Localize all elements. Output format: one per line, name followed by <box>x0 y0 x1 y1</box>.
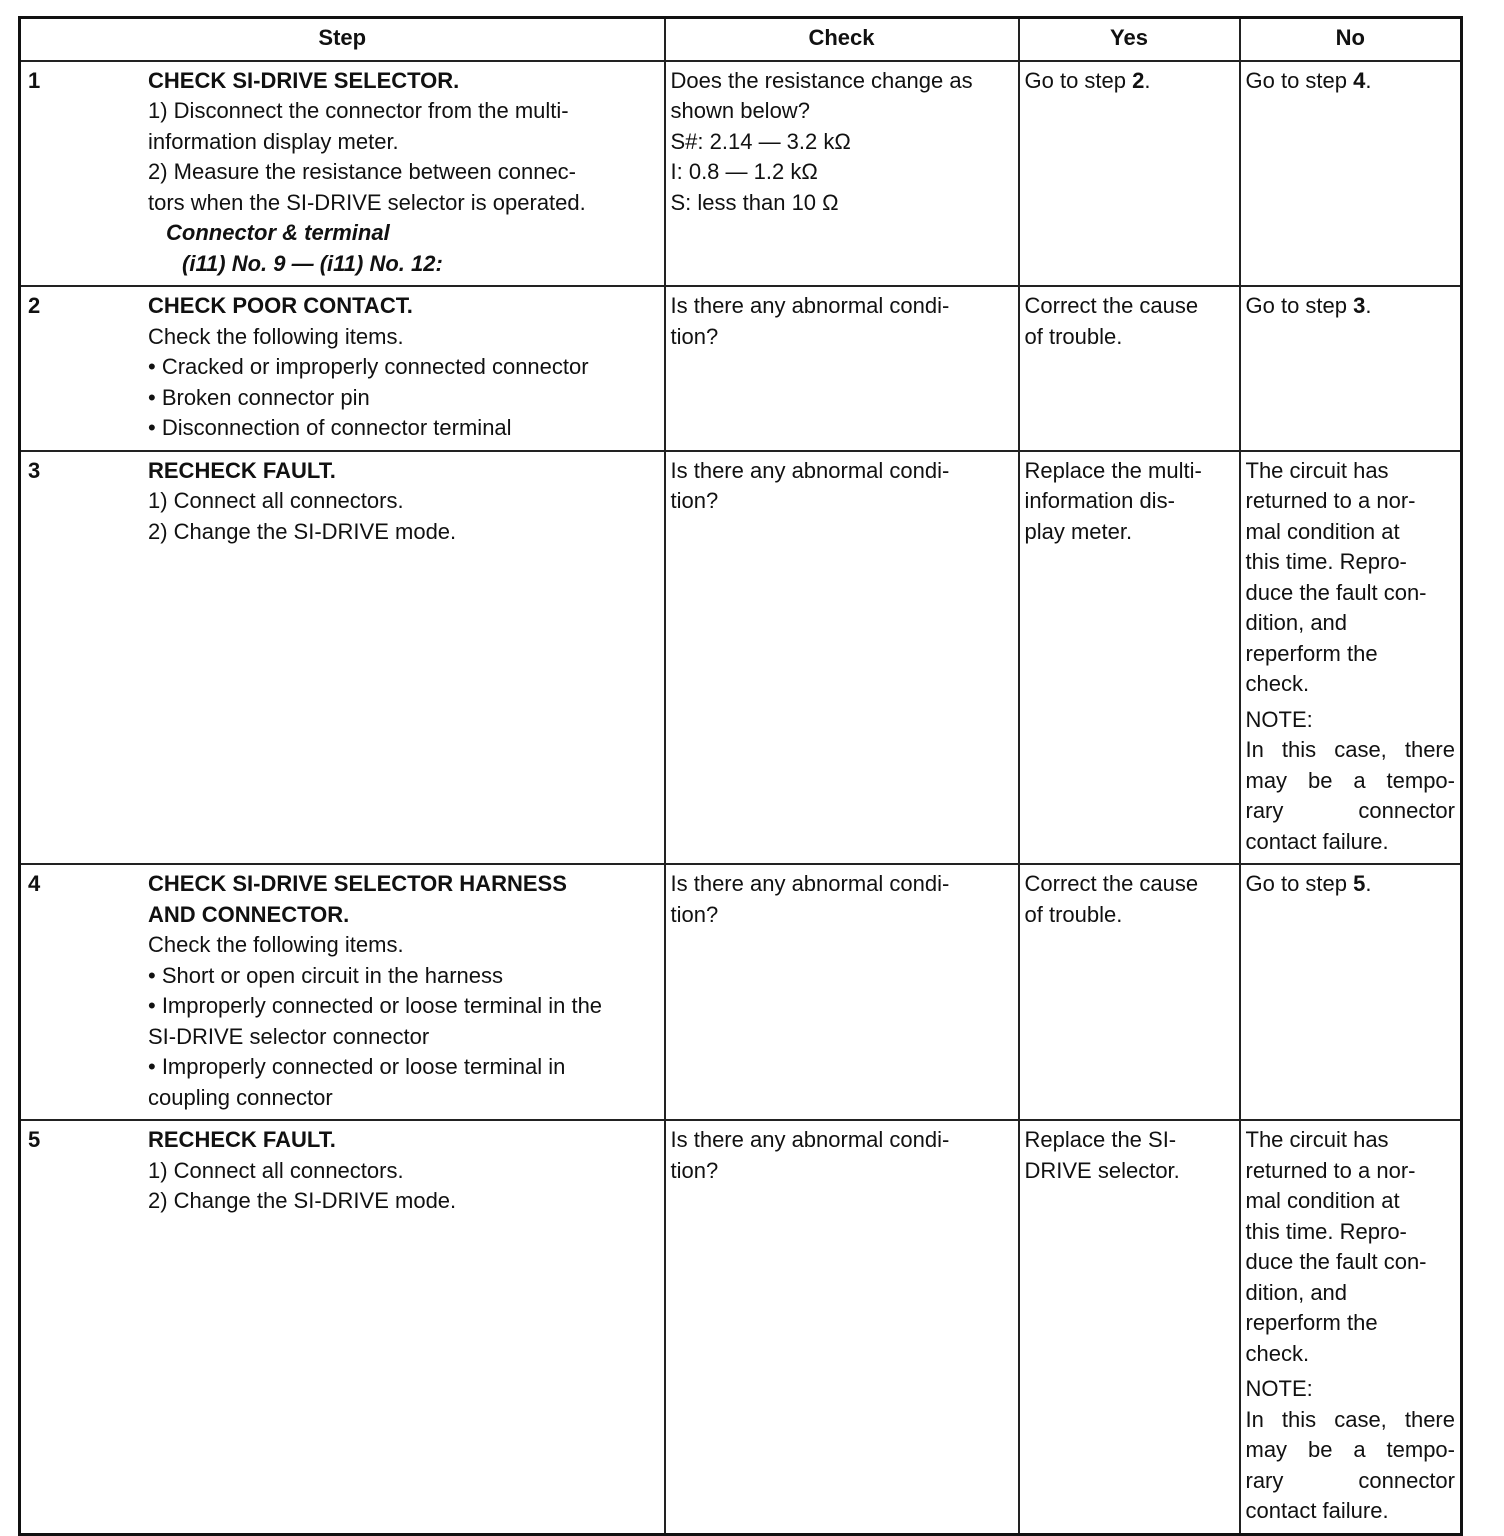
yes-line: of trouble. <box>1024 901 1123 927</box>
connector-label: Connector & terminal <box>166 220 390 245</box>
yes-line: Correct the cause <box>1024 871 1199 896</box>
yes-cell <box>1019 451 1240 865</box>
note-line: may be a tempo- <box>1245 767 1455 793</box>
check-line: Is there any abnormal condi- <box>670 457 950 483</box>
note-line: may be a tempo- <box>1245 1437 1455 1462</box>
yes-line: Replace the SI- <box>1024 1127 1177 1152</box>
step-number: 2 <box>28 293 41 318</box>
check-line: tion? <box>670 1157 719 1183</box>
step-cell <box>20 1120 665 1534</box>
yes-cell <box>1019 864 1240 1120</box>
check-line: I: 0.8 — 1.2 kΩ <box>670 159 818 184</box>
step-title: RECHECK FAULT. <box>148 1127 336 1152</box>
table-row <box>20 61 1462 287</box>
check-line: shown below? <box>670 98 810 123</box>
step-title: CHECK SI-DRIVE SELECTOR. <box>148 67 460 93</box>
no-cell <box>1240 1120 1462 1534</box>
step-line: • Cracked or improperly connected connector <box>148 354 589 379</box>
no-cell <box>1240 286 1462 451</box>
step-number: 4 <box>28 871 41 896</box>
no-text: Go to step <box>1245 871 1354 896</box>
check-cell <box>665 61 1019 287</box>
check-line: Is there any abnormal condi- <box>670 1127 950 1152</box>
no-text: Go to step <box>1245 293 1354 318</box>
note-line: contact failure. <box>1245 828 1389 854</box>
no-line: returned to a nor- <box>1245 488 1416 513</box>
no-line: The circuit has <box>1245 457 1389 483</box>
step-line: Check the following items. <box>148 932 404 957</box>
yes-line: DRIVE selector. <box>1024 1157 1180 1183</box>
step-line: 1) Connect all connectors. <box>148 488 404 513</box>
yes-line: Replace the multi- <box>1024 457 1202 483</box>
step-line: 2) Change the SI-DRIVE mode. <box>148 518 457 544</box>
yes-line: Correct the cause <box>1024 293 1199 318</box>
table-row <box>20 451 1462 865</box>
no-line: duce the fault con- <box>1245 579 1427 605</box>
step-line: • Improperly connected or loose terminal in <box>148 1054 566 1079</box>
step-line: 2) Measure the resistance between connec- <box>148 159 577 184</box>
yes-line: play meter. <box>1024 518 1133 544</box>
step-line: 1) Disconnect the connector from the multi- <box>148 98 569 123</box>
no-line: reperform the <box>1245 1310 1378 1335</box>
no-line: The circuit has <box>1245 1127 1389 1152</box>
no-line: dition, and <box>1245 1279 1348 1305</box>
connector-value: (i11) No. 9 — (i11) No. 12: <box>182 250 443 276</box>
check-cell <box>665 286 1019 451</box>
note-label: NOTE: <box>1245 1376 1313 1401</box>
step-line: • Short or open circuit in the harness <box>148 962 503 988</box>
table-row <box>20 864 1462 1120</box>
yes-line: of trouble. <box>1024 323 1123 349</box>
no-line: this time. Repro- <box>1245 549 1407 574</box>
no-step-ref: 4 <box>1353 67 1366 93</box>
note-label: NOTE: <box>1245 706 1313 732</box>
step-number: 1 <box>28 67 41 93</box>
no-text: Go to step <box>1245 67 1354 93</box>
check-cell <box>665 864 1019 1120</box>
no-line: this time. Repro- <box>1245 1218 1407 1244</box>
no-text-suffix: . <box>1365 67 1372 93</box>
check-cell <box>665 451 1019 865</box>
yes-line: information dis- <box>1024 488 1175 513</box>
step-title: CHECK SI-DRIVE SELECTOR HARNESS <box>148 871 567 896</box>
step-title: CHECK POOR CONTACT. <box>148 293 413 318</box>
no-line: reperform the <box>1245 640 1378 666</box>
no-line: dition, and <box>1245 610 1348 635</box>
note-line: contact failure. <box>1245 1498 1389 1523</box>
no-step-ref: 5 <box>1353 871 1366 896</box>
no-step-ref: 3 <box>1353 293 1366 318</box>
no-line: returned to a nor- <box>1245 1157 1416 1183</box>
note-line: rary connector <box>1245 1467 1455 1493</box>
yes-cell <box>1019 61 1240 287</box>
check-line: tion? <box>670 901 719 927</box>
check-line: Does the resistance change as <box>670 67 973 93</box>
no-text-suffix: . <box>1365 293 1372 318</box>
diagnostic-table <box>18 16 1463 1536</box>
table-row <box>20 286 1462 451</box>
header-row <box>20 18 1462 61</box>
step-cell <box>20 286 665 451</box>
step-line: information display meter. <box>148 128 399 154</box>
header-check: Check <box>665 18 1019 61</box>
header-yes: Yes <box>1019 18 1240 61</box>
check-cell <box>665 1120 1019 1534</box>
no-line: mal condition at <box>1245 1188 1400 1213</box>
no-cell <box>1240 451 1462 865</box>
no-line: check. <box>1245 671 1310 696</box>
no-line: mal condition at <box>1245 518 1400 544</box>
step-cell <box>20 864 665 1120</box>
no-cell <box>1240 61 1462 287</box>
yes-cell <box>1019 1120 1240 1534</box>
step-line: • Broken connector pin <box>148 384 370 410</box>
header-no: No <box>1240 18 1462 61</box>
no-cell <box>1240 864 1462 1120</box>
note-line: In this case, there <box>1245 1406 1455 1432</box>
step-line: • Improperly connected or loose terminal in the <box>148 993 603 1018</box>
step-number: 3 <box>28 457 41 483</box>
check-line: S#: 2.14 — 3.2 kΩ <box>670 128 851 154</box>
step-cell <box>20 61 665 287</box>
header-step: Step <box>20 18 665 61</box>
step-line: Check the following items. <box>148 323 404 349</box>
step-line: 1) Connect all connectors. <box>148 1157 404 1183</box>
step-line: coupling connector <box>148 1084 333 1110</box>
check-line: S: less than 10 Ω <box>670 189 839 215</box>
check-line: Is there any abnormal condi- <box>670 871 950 896</box>
check-line: tion? <box>670 323 719 349</box>
check-line: Is there any abnormal condi- <box>670 293 950 318</box>
yes-text-suffix: . <box>1144 67 1151 93</box>
step-line: SI-DRIVE selector connector <box>148 1023 430 1049</box>
step-line: tors when the SI-DRIVE selector is operated. <box>148 189 586 215</box>
note-line: rary connector <box>1245 798 1455 823</box>
check-line: tion? <box>670 488 719 513</box>
step-title: RECHECK FAULT. <box>148 457 336 483</box>
no-line: duce the fault con- <box>1245 1249 1427 1274</box>
step-line: • Disconnection of connector terminal <box>148 415 512 440</box>
step-number: 5 <box>28 1127 41 1152</box>
yes-text: Go to step <box>1024 67 1133 93</box>
step-line: 2) Change the SI-DRIVE mode. <box>148 1188 457 1213</box>
table-row <box>20 1120 1462 1534</box>
step-title: AND CONNECTOR. <box>148 901 350 927</box>
no-text-suffix: . <box>1365 871 1372 896</box>
no-line: check. <box>1245 1340 1310 1366</box>
yes-step-ref: 2 <box>1132 67 1145 93</box>
note-line: In this case, there <box>1245 737 1455 762</box>
yes-cell <box>1019 286 1240 451</box>
step-cell <box>20 451 665 865</box>
